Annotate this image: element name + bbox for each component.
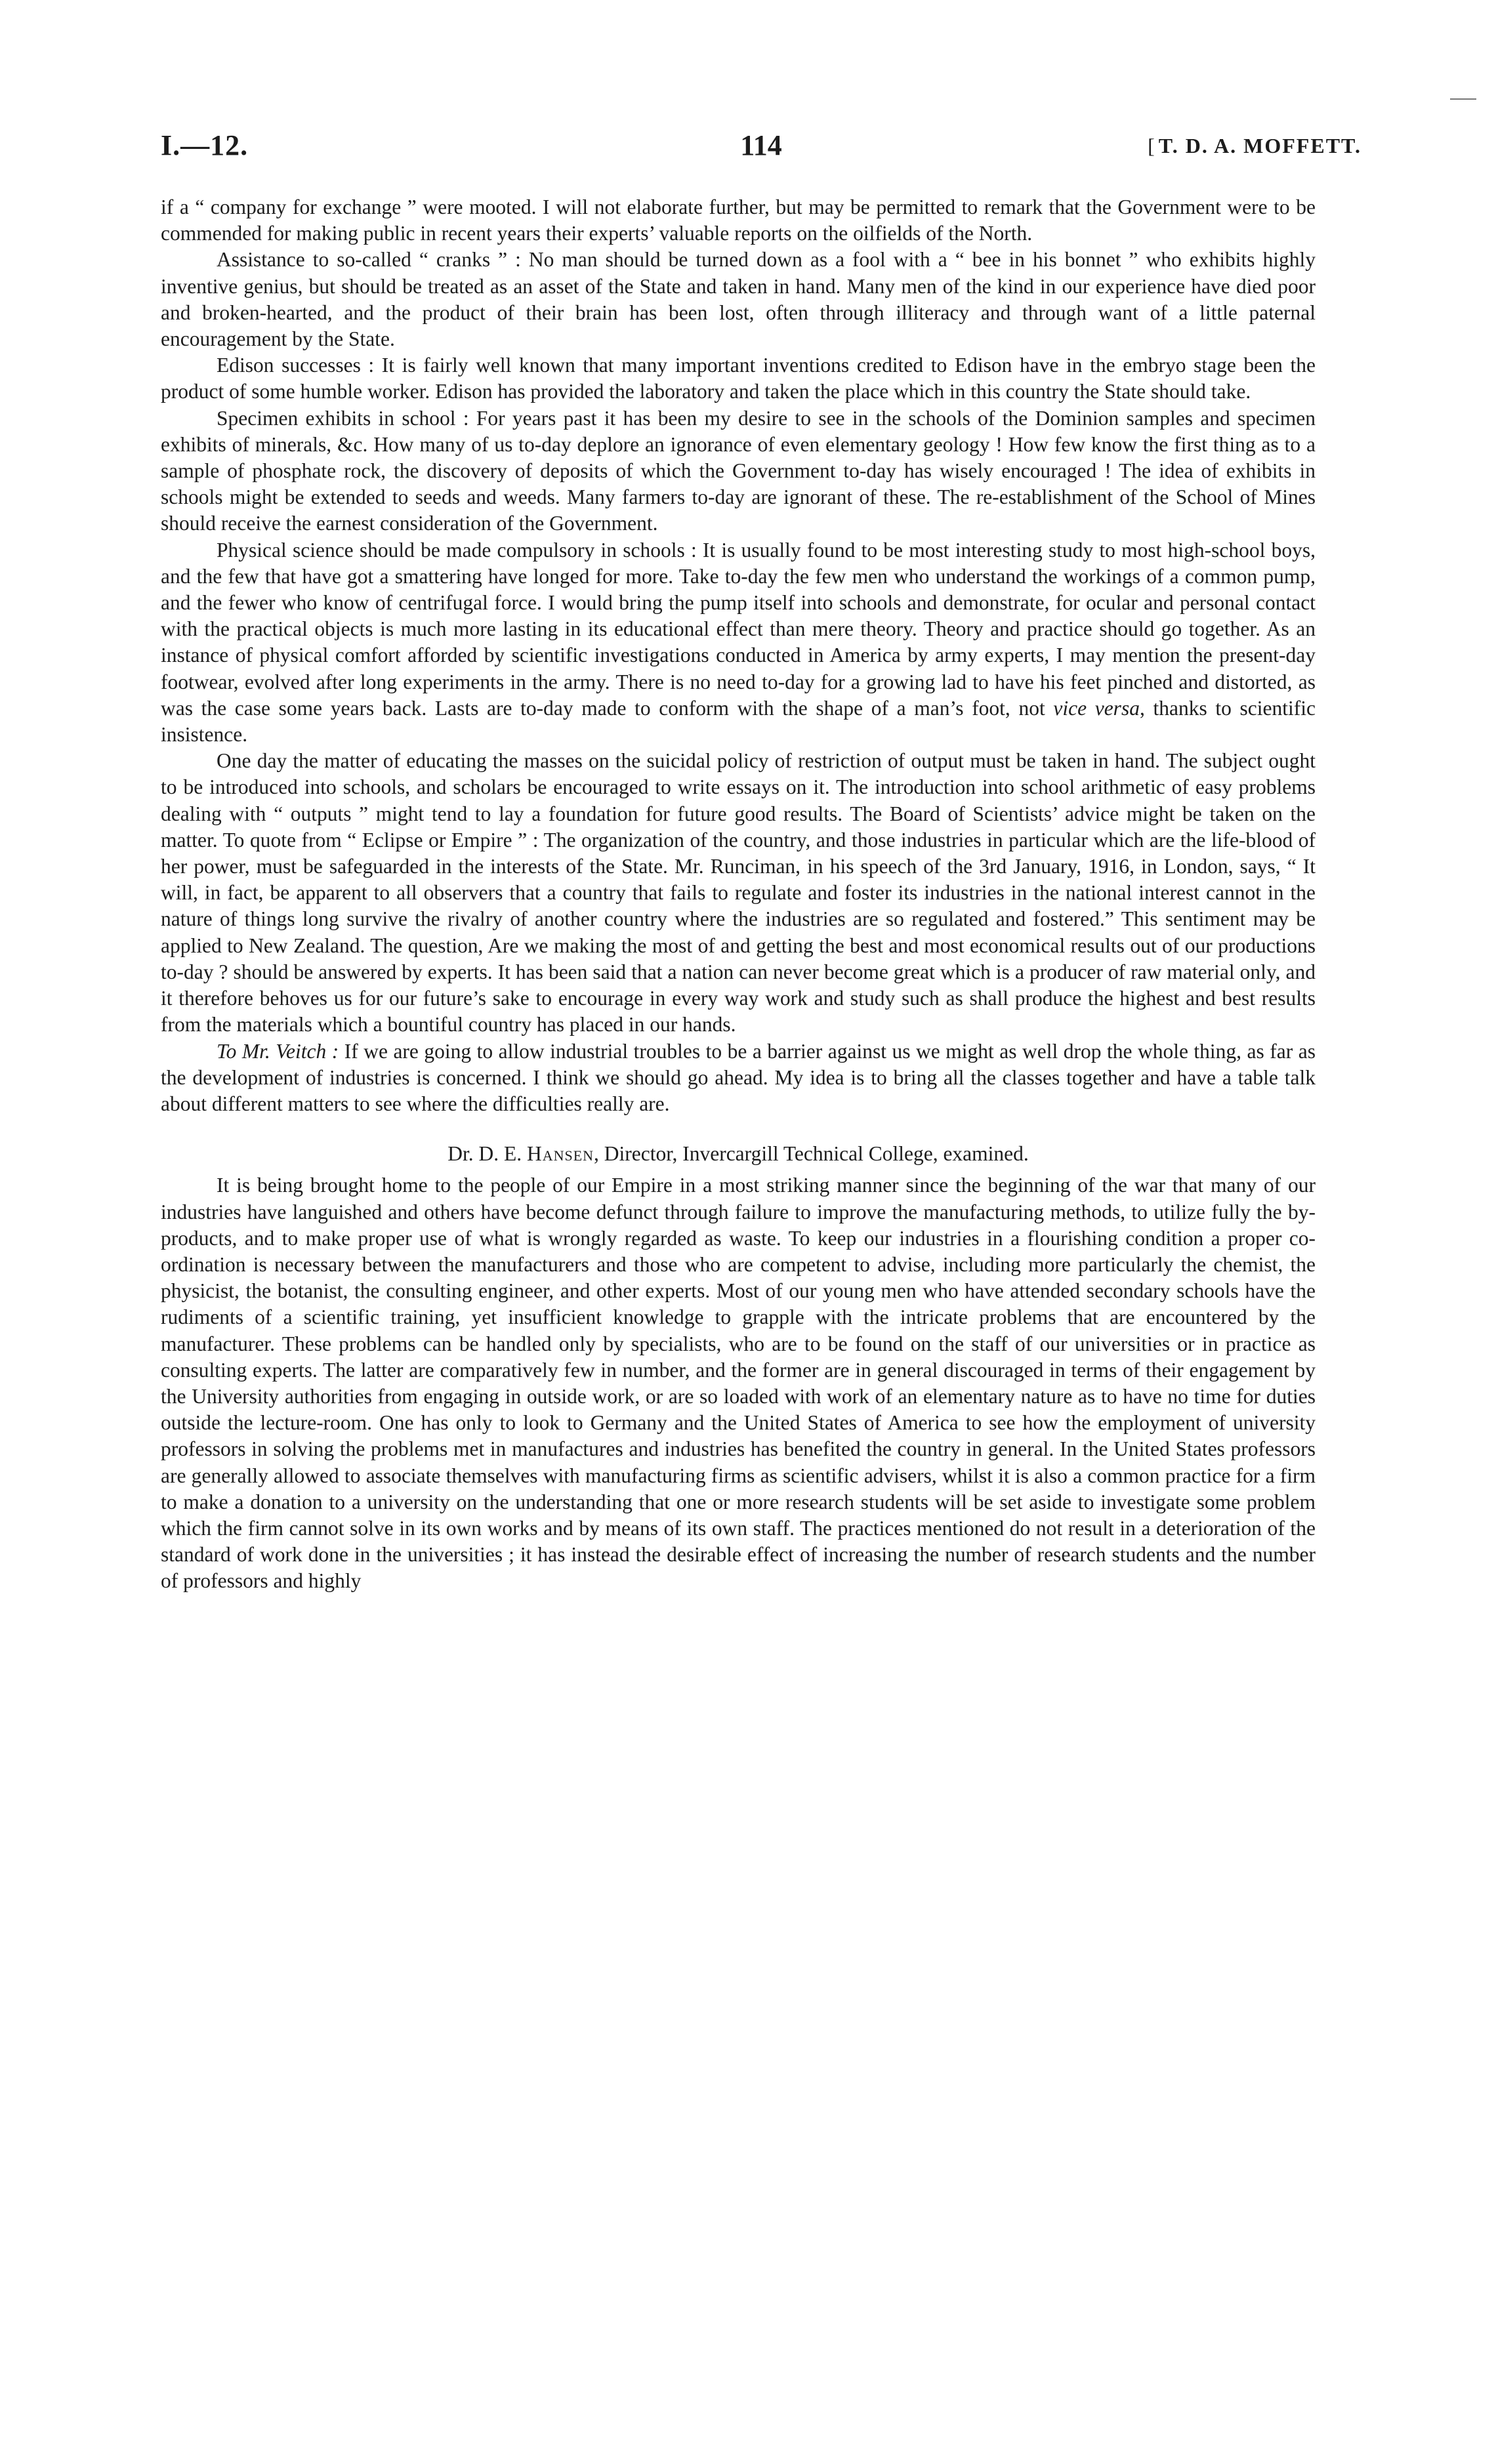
running-head-name: T. D. A. MOFFETT. xyxy=(1158,134,1361,157)
witness-running-head xyxy=(1148,134,1361,158)
running-head-bracket: [ xyxy=(1148,134,1156,157)
paragraph-cranks: Assistance to so-called “ cranks ” : No man should be turned down as a fool with a “ bee in his bonnet ” who exhibits highly inventive genius, but should be treated as an asset of the State and taken in hand. Many men of the kind in our experience have died poor and broken-hearted, and the product of their brain has been lost, often through illiteracy and through want of a little paternal encouragement by the State. xyxy=(161,248,1316,351)
paragraph-output-restriction: One day the matter of educating the masses on the suicidal policy of restriction of output must be taken in hand. The subject ought to be introduced into schools, and scholars be encouraged to write essays on it. The introduction into school arithmetic of easy problems dealing with “ outputs ” might tend to lay a foundation for future good results. The Board of Scientists’ advice might be taken on the matter. To quote from “ Eclipse or Empire ” : The organization of the country, and those industries in particular which are the life-blood of her power, must be safeguarded in the interests of the State. Mr. Runciman, in his speech of the 3rd January, 1916, in London, says, “ It will, in fact, be apparent to all observers that a country that fails to regulate and foster its industries in the national interest cannot in the nature of things long survive the rivalry of another country where the industries are so regulated and fostered.” This sentiment may be applied to New Zealand. The question, Are we making the most of and getting the best and most economical results out of our productions to-day ? should be answered by experts. It has been said that a nation can never become great which is a producer of raw material only, and it therefore behoves us for our future’s sake to encourage in every way work and study such as shall produce the highest and best results from the materials which a bountiful country has placed in our hands. xyxy=(161,749,1316,1037)
page-body xyxy=(161,194,1316,1595)
addressee-label: To Mr. Veitch : xyxy=(217,1039,339,1063)
paragraph-physical-science-end: , thanks to scientific insistence. xyxy=(161,696,1316,747)
paragraph-hansen-evidence: It is being brought home to the people of our Empire in a most striking manner since the beginning of the war that many of our industries have languished and others have become defunct through failure to improve the manufacturing methods, to utilize fully the by-products, and to make proper use of what is wrongly regarded as waste. To keep our industries in a flourishing condition a proper co-ordination is necessary between the manufacturers and those who are competent to advise, including more particularly the chemist, the physicist, the botanist, the consulting engineer, and other experts. Most of our young men who have attended secondary schools have the rudiments of a scientific training, yet insufficient knowledge to grapple with the intricate problems that are encountered by the manufacturer. These problems can be handled only by specialists, who are to be found on the staff of our universities or in practice as consulting experts. The latter are comparatively few in number, and the former are in general discouraged in terms of their engagement by the University authorities from engaging in outside work, or are so loaded with work of an elementary nature as to have no time for duties outside the lecture-room. One has only to look to Germany and the United States of America to see how the employment of university professors in solving the problems met in manufactures and industries has benefited the country in general. In the United States professors are generally allowed to associate themselves with manufacturing firms as scientific advisers, whilst it is also a common practice for a firm to make a donation to a university on the understanding that one or more research students will be set aside to investigate some problem which the firm cannot solve in its own works and by means of its own staff. The practices mentioned do not result in a deterioration of the standard of work done in the universities ; it has instead the desirable effect of increasing the number of research students and the number of professors and highly xyxy=(161,1174,1316,1593)
latin-phrase: vice versa xyxy=(1053,696,1140,720)
witness-role: , Director, Invercargill Technical College, examined. xyxy=(594,1142,1029,1166)
page-number: 114 xyxy=(740,129,782,161)
document-reference: I.—12. xyxy=(161,129,249,161)
paragraph-edison: Edison successes : It is fairly well known that many important inventions credited to Edison have in the embryo stage been the product of some humble worker. Edison has provided the laboratory and taken the place which in this country the State should take. xyxy=(161,354,1316,403)
paragraph-physical-science xyxy=(161,537,1316,749)
paragraph-to-mr-veitch-text: If we are going to allow industrial troubles to be a barrier against us we might as well drop the whole thing, as far as the development of industries is concerned. I think we should go ahead. My idea is to bring all the classes together and have a table talk about different matters to see where the difficulties really are. xyxy=(161,1039,1316,1115)
witness-title: Dr. D. E. xyxy=(447,1142,522,1166)
page-edge-mark xyxy=(1450,98,1476,100)
paragraph-to-mr-veitch xyxy=(161,1038,1316,1118)
page-header xyxy=(161,129,1361,168)
paragraph-continuation: if a “ company for exchange ” were mooted. I will not elaborate further, but may be permitted to remark that the Government were to be commended for making public in recent years their experts’ valuable reports on the oilfields of the North. xyxy=(161,195,1316,245)
paragraph-physical-science-text: Physical science should be made compulsory in schools : It is usually found to be most interesting study to most high-school boys, and the few that have got a smattering have longed for more. Take to-day the few men who understand the workings of a common pump, and the fewer who know of centrifugal force. I would bring the pump itself into schools and demonstrate, for ocular and personal contact with the practical objects is much more lasting in its educational effect than mere theory. Theory and practice should go together. As an instance of physical comfort afforded by scientific investigations conducted in America by army experts, I may mention the present-day footwear, evolved after long experiments in the army. There is no need to-day for a growing lad to have his feet pinched and distorted, as was the case some years back. Lasts are to-day made to conform with the shape of a man’s foot, not xyxy=(161,538,1316,720)
witness-name: Hansen xyxy=(526,1142,594,1166)
witness-heading xyxy=(161,1141,1316,1167)
paragraph-specimen-exhibits: Specimen exhibits in school : For years past it has been my desire to see in the schools of the Dominion samples and specimen exhibits of minerals, &c. How many of us to-day deplore an ignorance of even elementary geology ! How few know the first thing as to a sample of phosphate rock, the discovery of deposits of which the Government to-day has wisely encouraged ! The idea of exhibits in schools might be extended to seeds and weeds. Many farmers to-day are ignorant of these. The re-establishment of the School of Mines should receive the earnest consideration of the Government. xyxy=(161,406,1316,535)
